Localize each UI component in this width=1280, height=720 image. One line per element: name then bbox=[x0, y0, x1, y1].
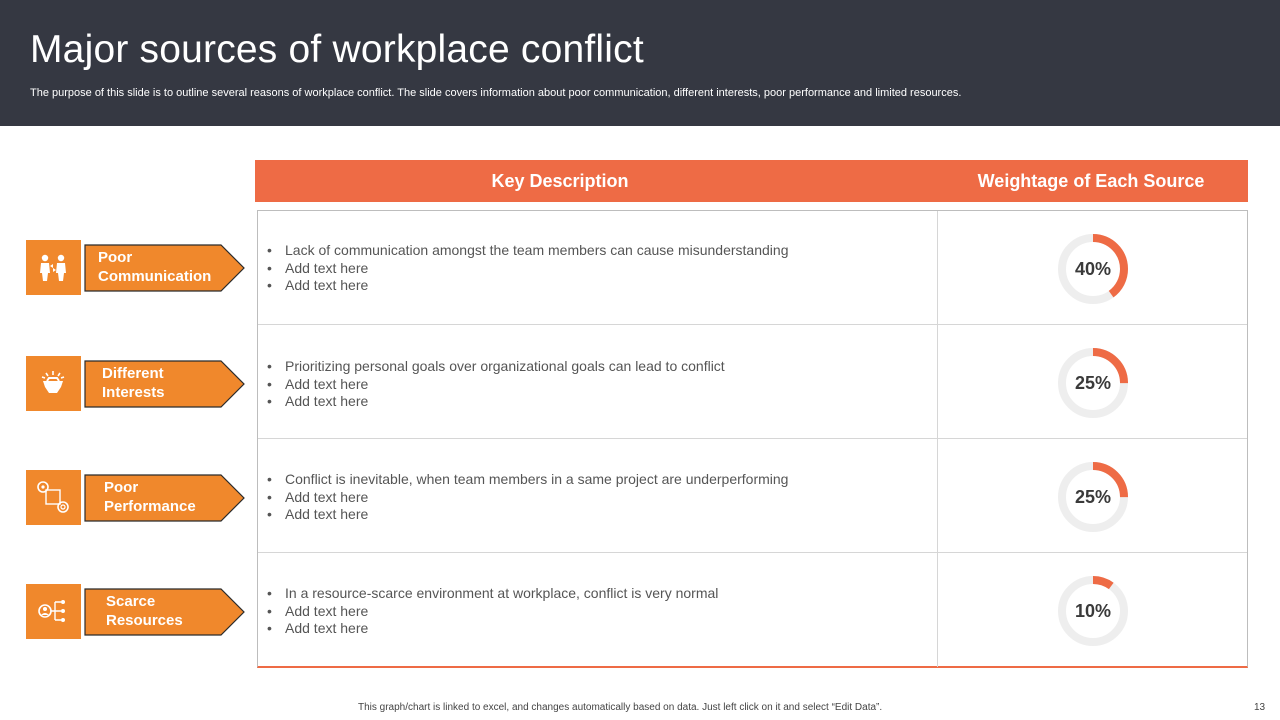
slide-header bbox=[0, 0, 1280, 126]
conflict-table bbox=[257, 210, 1248, 668]
source-label: Poor Communication bbox=[98, 249, 212, 285]
table-row bbox=[258, 439, 1247, 553]
list-item: • Add text here bbox=[267, 376, 725, 394]
resources-icon bbox=[26, 584, 81, 639]
list-item: • Add text here bbox=[267, 603, 718, 621]
list-item: • Add text here bbox=[267, 393, 725, 411]
weight-donut[interactable] bbox=[1056, 460, 1130, 534]
table-row bbox=[258, 211, 1247, 325]
source-label: Scarce Resources bbox=[106, 593, 183, 629]
source-label: Poor Performance bbox=[104, 479, 196, 515]
description-list bbox=[267, 471, 788, 524]
description-list bbox=[267, 358, 725, 411]
performance-icon bbox=[26, 470, 81, 525]
list-item: • Add text here bbox=[267, 260, 788, 278]
list-item: • Add text here bbox=[267, 489, 788, 507]
list-item: • Lack of communication amongst the team members can cause misunderstanding bbox=[267, 242, 788, 260]
description-list bbox=[267, 242, 788, 295]
handshake-icon bbox=[26, 356, 81, 411]
table-header bbox=[255, 160, 1248, 202]
weight-label: 25% bbox=[1074, 487, 1112, 507]
people-icon bbox=[26, 240, 81, 295]
page-number: 13 bbox=[1254, 702, 1266, 713]
weight-label: 25% bbox=[1074, 373, 1112, 393]
list-item: • Prioritizing personal goals over organizational goals can lead to conflict bbox=[267, 358, 725, 376]
source-label: Different Interests bbox=[102, 365, 165, 401]
weight-label: 10% bbox=[1074, 601, 1112, 621]
weight-label: 40% bbox=[1074, 259, 1112, 279]
weight-donut[interactable] bbox=[1056, 574, 1130, 648]
weight-donut[interactable] bbox=[1056, 346, 1130, 420]
column-header-weightage: Weightage of Each Source bbox=[977, 171, 1205, 191]
list-item: • Add text here bbox=[267, 620, 718, 638]
table-row bbox=[258, 325, 1247, 439]
column-header-description: Key Description bbox=[491, 171, 629, 191]
slide-title: Major sources of workplace conflict bbox=[30, 28, 644, 71]
list-item: • Conflict is inevitable, when team members in a same project are underperforming bbox=[267, 471, 788, 489]
list-item: • In a resource-scarce environment at workplace, conflict is very normal bbox=[267, 585, 718, 603]
table-row bbox=[258, 553, 1247, 667]
list-item: • Add text here bbox=[267, 506, 788, 524]
list-item: • Add text here bbox=[267, 277, 788, 295]
weight-donut[interactable] bbox=[1056, 232, 1130, 306]
footer-note: This graph/chart is linked to excel, and changes automatically based on data. Just left click on it and select “Edit Data”. bbox=[358, 702, 883, 713]
slide-subtitle: The purpose of this slide is to outline several reasons of workplace conflict. The slide covers information about poor communication, different interests, poor performance and limited resources. bbox=[30, 87, 962, 99]
description-list bbox=[267, 585, 718, 638]
